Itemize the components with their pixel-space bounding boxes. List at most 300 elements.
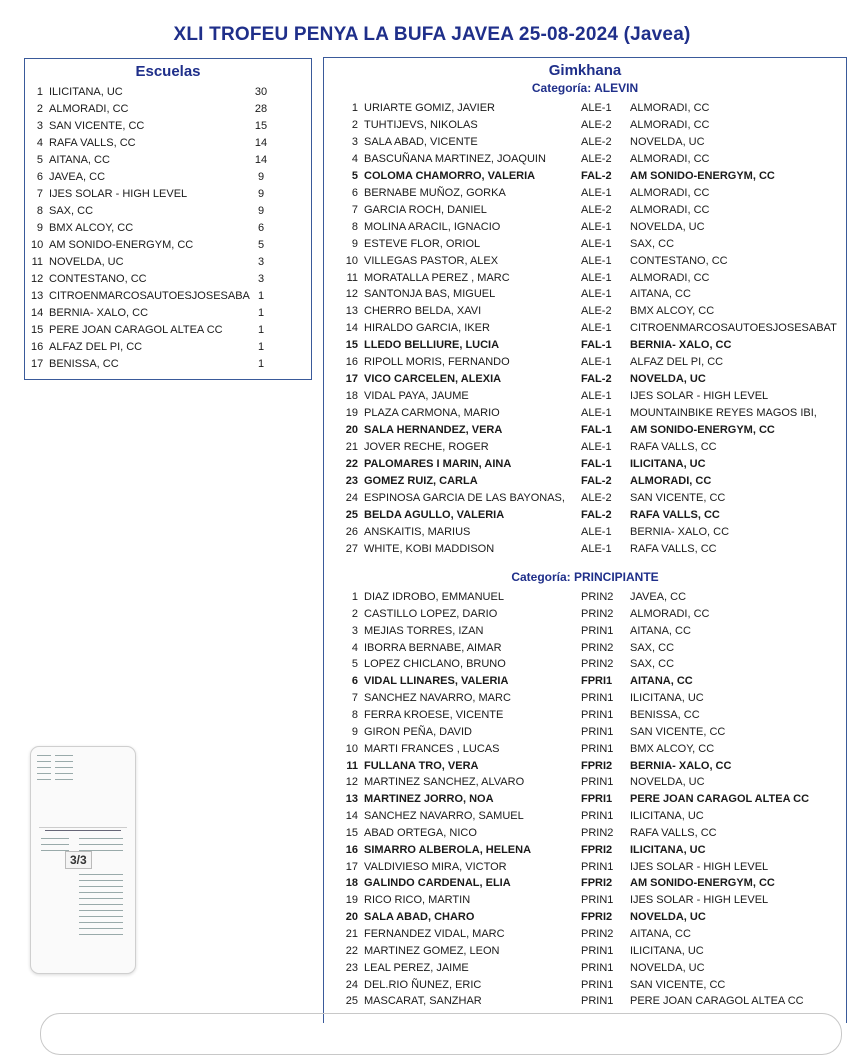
rider-club: NOVELDA, UC (630, 373, 706, 386)
result-position: 21 (345, 441, 358, 453)
escuela-position: 5 (36, 154, 43, 166)
result-row (324, 726, 844, 743)
rider-category: ALE-1 (581, 102, 612, 114)
rider-category: ALE-2 (581, 135, 612, 148)
result-position: 25 (345, 995, 358, 1008)
result-row (324, 743, 844, 760)
escuela-row (31, 222, 293, 239)
rider-name: ANSKAITIS, MARIUS (364, 525, 471, 538)
result-position: 7 (351, 203, 358, 216)
rider-category: FPRI2 (581, 877, 613, 890)
rider-category: ALE-1 (581, 186, 612, 199)
rider-name: MARTINEZ GOMEZ, LEON (364, 944, 500, 957)
rider-category: PRIN1 (581, 776, 614, 789)
rider-category: FPRI2 (581, 843, 613, 856)
result-row (324, 877, 844, 894)
result-position: 12 (345, 288, 358, 301)
result-row (324, 238, 844, 255)
result-row (324, 255, 844, 272)
escuela-name: PERE JOAN CARAGOL ALTEA CC (49, 324, 223, 336)
escuela-position: 7 (36, 188, 43, 200)
rider-category: FPRI1 (581, 675, 613, 688)
rider-category: PRIN2 (581, 826, 614, 839)
rider-name: FERRA KROESE, VICENTE (364, 708, 504, 721)
category-heading: Categoría: ALEVIN (531, 81, 639, 95)
result-row (324, 675, 844, 692)
rider-name: ESPINOSA GARCIA DE LAS BAYONAS, (364, 491, 565, 504)
rider-club: BMX ALCOY, CC (630, 742, 715, 755)
escuela-name: CITROENMARCOSAUTOESJOSESABA (49, 290, 250, 302)
rider-name: RIPOLL MORIS, FERNANDO (364, 356, 510, 369)
rider-category: ALE-1 (581, 390, 612, 403)
rider-category: FPRI2 (581, 911, 613, 924)
result-row (324, 458, 844, 475)
rider-name: DEL.RIO ÑUNEZ, ERIC (364, 978, 482, 991)
escuela-name: CONTESTANO, CC (49, 273, 147, 285)
result-row (324, 543, 844, 560)
rider-club: IJES SOLAR - HIGH LEVEL (630, 894, 769, 907)
escuela-points: 1 (257, 324, 265, 336)
rider-category: ALE-2 (581, 491, 612, 504)
rider-name: BASCUÑANA MARTINEZ, JOAQUIN (364, 152, 546, 165)
result-position: 13 (345, 793, 358, 806)
rider-name: GIRON PEÑA, DAVID (364, 725, 472, 738)
result-position: 16 (345, 843, 358, 856)
rider-name: VILLEGAS PASTOR, ALEX (364, 254, 499, 267)
escuela-points: 1 (257, 307, 265, 319)
rider-name: ABAD ORTEGA, NICO (364, 826, 477, 839)
rider-name: FULLANA TRO, VERA (364, 759, 479, 772)
escuela-position: 13 (31, 290, 44, 302)
rider-club: AITANA, CC (630, 928, 691, 940)
result-row (324, 962, 844, 979)
rider-name: SALA ABAD, CHARO (364, 911, 475, 924)
result-row (324, 810, 844, 827)
rider-name: PLAZA CARMONA, MARIO (364, 407, 500, 420)
escuela-row (31, 290, 293, 307)
rider-name: ESTEVE FLOR, ORIOL (364, 237, 481, 250)
escuela-points: 30 (254, 86, 268, 98)
rider-club: NOVELDA, UC (630, 220, 705, 233)
result-position: 26 (345, 525, 358, 538)
rider-category: ALE-1 (581, 356, 612, 369)
result-position: 19 (345, 894, 358, 907)
rider-category: FPRI2 (581, 759, 613, 772)
rider-club: BERNIA- XALO, CC (630, 525, 730, 538)
rider-club: CONTESTANO, CC (630, 254, 728, 267)
escuela-row (31, 239, 293, 256)
result-position: 2 (351, 118, 358, 131)
result-row (324, 894, 844, 911)
rider-name: MASCARAT, SANZHAR (364, 995, 482, 1008)
rider-category: PRIN2 (581, 591, 614, 603)
result-position: 15 (345, 826, 358, 839)
result-position: 17 (345, 860, 358, 873)
rider-category: PRIN1 (581, 860, 614, 873)
rider-club: ILICITANA, UC (630, 810, 704, 823)
rider-club: SAN VICENTE, CC (630, 725, 726, 738)
rider-club: AM SONIDO-ENERGYM, CC (630, 169, 775, 182)
escuela-position: 17 (31, 358, 44, 370)
rider-club: RAFA VALLS, CC (630, 542, 717, 555)
rider-club: ALMORADI, CC (630, 474, 712, 487)
rider-club: SAN VICENTE, CC (630, 978, 726, 991)
escuela-points: 1 (257, 358, 265, 370)
rider-name: CHERRO BELDA, XAVI (364, 305, 482, 318)
rider-category: PRIN1 (581, 708, 614, 721)
rider-category: ALE-2 (581, 152, 612, 165)
rider-name: HIRALDO GARCIA, IKER (364, 322, 490, 335)
result-position: 24 (345, 978, 358, 991)
escuela-points: 9 (257, 188, 265, 200)
result-position: 24 (345, 491, 358, 504)
escuela-position: 3 (36, 120, 43, 132)
escuela-row (31, 256, 293, 273)
rider-name: SANCHEZ NAVARRO, SAMUEL (364, 810, 524, 823)
rider-category: ALE-1 (581, 441, 612, 453)
escuela-row (31, 205, 293, 222)
rider-club: BENISSA, CC (630, 708, 700, 721)
result-row (324, 625, 844, 642)
result-row (324, 608, 844, 625)
rider-category: FPRI1 (581, 793, 613, 806)
result-row (324, 136, 844, 153)
rider-name: BERNABE MUÑOZ, GORKA (364, 186, 506, 199)
result-position: 11 (346, 271, 358, 284)
result-position: 6 (351, 675, 358, 688)
result-position: 16 (345, 356, 358, 369)
escuela-position: 2 (36, 103, 43, 115)
escuela-name: AITANA, CC (49, 154, 110, 166)
rider-club: NOVELDA, UC (630, 135, 705, 148)
rider-club: ILICITANA, UC (630, 843, 706, 856)
result-row (324, 305, 844, 322)
result-position: 11 (346, 759, 358, 772)
escuela-name: BMX ALCOY, CC (49, 222, 134, 234)
escuela-row (31, 120, 293, 137)
rider-club: ILICITANA, UC (630, 692, 704, 705)
result-row (324, 390, 844, 407)
rider-category: ALE-1 (581, 254, 612, 267)
rider-name: BELDA AGULLO, VALERIA (364, 508, 505, 521)
result-row (324, 170, 844, 187)
rider-category: ALE-1 (581, 525, 612, 538)
thumbnail-page-preview (37, 753, 77, 791)
rider-category: PRIN2 (581, 607, 614, 620)
result-position: 22 (345, 944, 358, 957)
rider-category: PRIN2 (581, 641, 614, 654)
result-row (324, 272, 844, 289)
rider-name: WHITE, KOBI MADDISON (364, 542, 495, 555)
rider-name: SANCHEZ NAVARRO, MARC (364, 692, 511, 705)
rider-club: ALMORADI, CC (630, 186, 710, 199)
rider-category: ALE-1 (581, 542, 612, 555)
rider-name: LLEDO BELLIURE, LUCIA (364, 339, 500, 352)
result-position: 8 (351, 220, 358, 233)
rider-club: SAN VICENTE, CC (630, 491, 726, 504)
rider-category: PRIN1 (581, 692, 614, 705)
rider-category: FAL-1 (581, 457, 612, 470)
escuela-row (31, 358, 293, 375)
rider-club: ALFAZ DEL PI, CC (630, 356, 724, 369)
escuela-row (31, 341, 293, 358)
rider-club: BERNIA- XALO, CC (630, 339, 732, 352)
rider-category: PRIN1 (581, 725, 614, 738)
rider-club: ILICITANA, UC (630, 457, 706, 470)
result-position: 12 (345, 776, 358, 789)
rider-category: ALE-2 (581, 118, 612, 131)
result-row (324, 373, 844, 390)
rider-category: PRIN2 (581, 928, 614, 940)
rider-name: MORATALLA PEREZ , MARC (364, 271, 510, 284)
result-row (324, 776, 844, 793)
result-position: 18 (345, 877, 358, 890)
result-position: 25 (345, 508, 358, 521)
rider-club: ALMORADI, CC (630, 271, 710, 284)
rider-category: ALE-1 (581, 288, 612, 301)
result-row (324, 911, 844, 928)
escuela-points: 9 (257, 205, 265, 217)
rider-name: VICO CARCELEN, ALEXIA (364, 373, 502, 386)
result-row (324, 793, 844, 810)
escuela-position: 16 (31, 341, 44, 353)
result-position: 15 (345, 339, 358, 352)
result-row (324, 642, 844, 659)
escuela-name: ALMORADI, CC (49, 103, 129, 115)
rider-name: CASTILLO LOPEZ, DARIO (364, 607, 498, 620)
rider-club: AITANA, CC (630, 675, 693, 688)
result-row (324, 928, 844, 945)
rider-club: ALMORADI, CC (630, 118, 710, 131)
result-row (324, 509, 844, 526)
rider-club: PERE JOAN CARAGOL ALTEA CC (630, 995, 804, 1008)
rider-name: MARTI FRANCES , LUCAS (364, 742, 500, 755)
result-row (324, 187, 844, 204)
result-position: 21 (345, 928, 358, 940)
result-position: 4 (351, 641, 358, 654)
rider-category: PRIN1 (581, 894, 614, 907)
thumbnail-document-preview (39, 827, 127, 948)
escuela-points: 14 (254, 137, 268, 149)
rider-club: ILICITANA, UC (630, 944, 704, 957)
rider-name: PALOMARES I MARIN, AINA (364, 457, 512, 470)
result-position: 20 (345, 911, 358, 924)
rider-name: GOMEZ RUIZ, CARLA (364, 474, 478, 487)
result-position: 2 (351, 607, 358, 620)
rider-club: PERE JOAN CARAGOL ALTEA CC (630, 793, 810, 806)
rider-club: IJES SOLAR - HIGH LEVEL (630, 390, 769, 403)
rider-name: FERNANDEZ VIDAL, MARC (364, 928, 505, 940)
rider-category: FAL-2 (581, 373, 612, 386)
result-row (324, 709, 844, 726)
escuela-position: 9 (36, 222, 43, 234)
escuela-name: BENISSA, CC (49, 358, 119, 370)
rider-category: PRIN2 (581, 658, 614, 671)
rider-name: DIAZ IDROBO, EMMANUEL (364, 591, 504, 603)
rider-name: TUHTIJEVS, NIKOLAS (364, 118, 478, 131)
rider-name: VIDAL LLINARES, VALERIA (364, 675, 509, 688)
rider-category: ALE-2 (581, 305, 612, 318)
result-position: 19 (345, 407, 358, 420)
bottom-panel-edge (40, 1013, 842, 1055)
rider-category: ALE-1 (581, 322, 612, 335)
result-row (324, 356, 844, 373)
escuela-name: SAX, CC (49, 205, 94, 217)
rider-club: AM SONIDO-ENERGYM, CC (630, 424, 775, 437)
escuela-position: 4 (36, 137, 43, 149)
result-row (324, 424, 844, 441)
rider-club: NOVELDA, UC (630, 776, 705, 789)
escuela-points: 5 (257, 239, 265, 251)
escuela-position: 1 (36, 86, 43, 98)
rider-club: SAX, CC (630, 237, 675, 250)
escuela-points: 6 (257, 222, 265, 234)
rider-club: ALMORADI, CC (630, 102, 710, 114)
rider-name: MARTINEZ SANCHEZ, ALVARO (364, 776, 525, 789)
rider-club: SAX, CC (630, 641, 675, 654)
escuela-row (31, 86, 293, 103)
result-row (324, 658, 844, 675)
escuela-position: 14 (31, 307, 44, 319)
escuela-row (31, 171, 293, 188)
rider-name: RICO RICO, MARTIN (364, 894, 471, 907)
result-position: 5 (351, 658, 358, 671)
result-position: 5 (351, 169, 358, 182)
rider-name: LOPEZ CHICLANO, BRUNO (364, 658, 506, 671)
rider-category: PRIN1 (581, 961, 614, 974)
escuela-points: 14 (254, 154, 268, 166)
rider-club: RAFA VALLS, CC (630, 826, 717, 839)
escuela-position: 10 (31, 239, 44, 251)
escuela-points: 9 (257, 171, 265, 183)
result-position: 17 (345, 373, 358, 386)
result-row (324, 102, 844, 119)
rider-club: ALMORADI, CC (630, 152, 710, 165)
result-row (324, 407, 844, 424)
rider-club: AM SONIDO-ENERGYM, CC (630, 877, 775, 890)
result-position: 3 (351, 624, 358, 637)
rider-name: COLOMA CHAMORRO, VALERIA (364, 169, 536, 182)
rider-name: SIMARRO ALBEROLA, HELENA (364, 843, 532, 856)
rider-category: ALE-1 (581, 271, 612, 284)
rider-club: JAVEA, CC (630, 591, 687, 603)
page-number-badge: 3/3 (65, 851, 92, 869)
result-position: 14 (345, 322, 358, 335)
rider-club: MOUNTAINBIKE REYES MAGOS IBI, (630, 407, 817, 420)
rider-name: MEJIAS TORRES, IZAN (364, 624, 484, 637)
rider-category: PRIN1 (581, 810, 614, 823)
rider-club: RAFA VALLS, CC (630, 508, 720, 521)
rider-club: ALMORADI, CC (630, 203, 710, 216)
result-row (324, 339, 844, 356)
escuela-row (31, 154, 293, 171)
rider-club: NOVELDA, UC (630, 961, 705, 974)
result-row (324, 844, 844, 861)
escuela-row (31, 103, 293, 120)
escuela-row (31, 188, 293, 205)
rider-category: PRIN1 (581, 742, 614, 755)
escuela-points: 28 (254, 103, 268, 115)
result-row (324, 204, 844, 221)
rider-name: JOVER RECHE, ROGER (364, 441, 489, 453)
escuela-points: 1 (257, 290, 265, 302)
result-row (324, 861, 844, 878)
result-position: 8 (351, 708, 358, 721)
escuela-position: 6 (36, 171, 43, 183)
escuela-name: ALFAZ DEL PI, CC (49, 341, 143, 353)
rider-name: SALA ABAD, VICENTE (364, 135, 478, 148)
escuelas-heading: Escuelas (135, 63, 201, 80)
rider-name: MARTINEZ JORRO, NOA (364, 793, 494, 806)
rider-name: GARCIA ROCH, DANIEL (364, 203, 487, 216)
escuela-name: AM SONIDO-ENERGYM, CC (49, 239, 194, 251)
result-position: 22 (345, 457, 358, 470)
result-row (324, 322, 844, 339)
rider-name: MOLINA ARACIL, IGNACIO (364, 220, 501, 233)
result-row (324, 119, 844, 136)
result-row (324, 979, 844, 996)
result-position: 23 (345, 961, 358, 974)
page-thumbnail[interactable] (30, 746, 136, 974)
rider-club: AITANA, CC (630, 288, 691, 301)
rider-name: VIDAL PAYA, JAUME (364, 390, 469, 403)
rider-name: SALA HERNANDEZ, VERA (364, 424, 503, 437)
escuela-points: 3 (257, 256, 265, 268)
rider-club: BERNIA- XALO, CC (630, 759, 732, 772)
escuela-row (31, 137, 293, 154)
escuela-row (31, 273, 293, 290)
rider-name: VALDIVIESO MIRA, VICTOR (364, 860, 507, 873)
rider-category: ALE-1 (581, 220, 612, 233)
escuela-name: RAFA VALLS, CC (49, 137, 136, 149)
result-row (324, 288, 844, 305)
rider-category: ALE-1 (581, 407, 612, 420)
rider-category: PRIN1 (581, 995, 614, 1008)
result-row (324, 945, 844, 962)
result-row (324, 526, 844, 543)
rider-category: FAL-2 (581, 474, 612, 487)
escuela-row (31, 307, 293, 324)
result-row (324, 441, 844, 458)
rider-name: IBORRA BERNABE, AIMAR (364, 641, 502, 654)
escuela-name: SAN VICENTE, CC (49, 120, 145, 132)
escuela-name: ILICITANA, UC (49, 86, 123, 98)
result-position: 6 (351, 186, 358, 199)
result-row (324, 591, 844, 608)
result-position: 18 (345, 390, 358, 403)
escuela-position: 8 (36, 205, 43, 217)
result-row (324, 221, 844, 238)
escuelas-panel (24, 58, 312, 380)
escuela-points: 3 (257, 273, 265, 285)
category-heading: Categoría: PRINCIPIANTE (511, 570, 659, 584)
rider-club: ALMORADI, CC (630, 607, 710, 620)
result-position: 10 (345, 254, 358, 267)
escuela-name: IJES SOLAR - HIGH LEVEL (49, 188, 188, 200)
result-position: 9 (351, 237, 358, 250)
escuela-position: 11 (31, 256, 43, 268)
escuela-name: BERNIA- XALO, CC (49, 307, 149, 319)
rider-category: PRIN1 (581, 944, 614, 957)
rider-club: IJES SOLAR - HIGH LEVEL (630, 860, 769, 873)
rider-category: PRIN1 (581, 624, 614, 637)
escuela-name: JAVEA, CC (49, 171, 106, 183)
rider-name: SANTONJA BAS, MIGUEL (364, 288, 496, 301)
gimkhana-heading: Gimkhana (548, 62, 622, 79)
rider-club: BMX ALCOY, CC (630, 305, 715, 318)
rider-name: GALINDO CARDENAL, ELIA (364, 877, 511, 890)
result-row (324, 760, 844, 777)
